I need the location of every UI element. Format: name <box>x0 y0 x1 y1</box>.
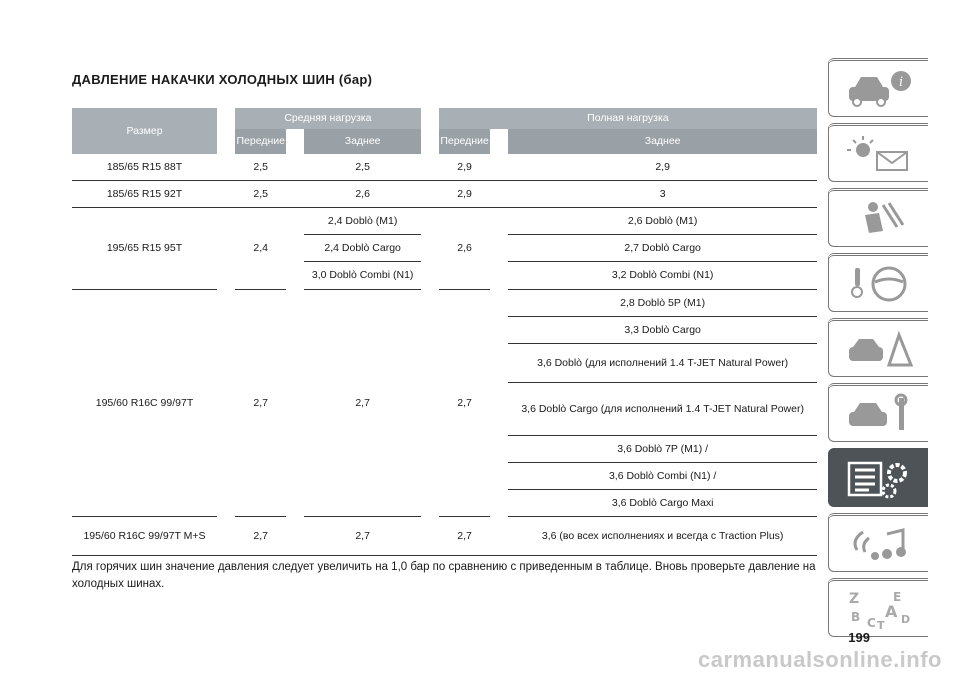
table-row <box>72 517 817 556</box>
svg-text:D: D <box>900 612 910 626</box>
svg-text:T: T <box>876 618 885 631</box>
cell-full-rear: 3,6 Doblò (для исполнений 1.4 T-JET Natural Power) <box>508 344 817 383</box>
cell-size: 195/60 R16C 99/97T M+S <box>72 517 217 556</box>
cell-full-rear: 2,7 Doblò Cargo <box>508 235 817 262</box>
cell-medium-front: 2,7 <box>235 517 286 556</box>
cell-full-rear: 3,6 Doblò Combi (N1) / <box>508 463 817 490</box>
watermark: carmanualsonline.info <box>698 647 942 672</box>
cell-full-rear: 3,6 (во всех исполнениях и всегда с Traction Plus) <box>508 517 817 556</box>
tab-index[interactable] <box>828 578 928 637</box>
cell-full-rear: 3,6 Doblò 7P (M1) / <box>508 436 817 463</box>
svg-text:E: E <box>892 589 901 604</box>
page-number: 199 <box>848 630 870 645</box>
cell-medium-front: 2,5 <box>235 154 286 181</box>
cell-size: 195/65 R15 95T <box>72 208 217 290</box>
index-icon <box>843 587 915 631</box>
cell-full-rear: 3,3 Doblò Cargo <box>508 317 817 344</box>
cell-full-front: 2,9 <box>439 181 490 208</box>
cell-full-rear: 3,6 Doblò Cargo Maxi <box>508 490 817 517</box>
cell-medium-rear: 2,7 <box>304 517 420 556</box>
table-row <box>72 208 817 235</box>
cell-medium-rear: 2,7 <box>304 290 420 517</box>
technical-data-icon <box>843 457 915 501</box>
cell-full-front: 2,6 <box>439 208 490 290</box>
tab-multimedia[interactable] <box>828 513 928 572</box>
cell-full-front: 2,7 <box>439 290 490 517</box>
header-medium-rear: Заднее <box>304 129 420 154</box>
table-row <box>72 154 817 181</box>
steering-wheel-icon <box>843 262 915 306</box>
tab-safety[interactable] <box>828 188 928 247</box>
cell-size: 185/65 R15 88T <box>72 154 217 181</box>
svg-text:C: C <box>866 615 876 630</box>
cell-full-rear: 2,9 <box>508 154 817 181</box>
table-row <box>72 290 817 317</box>
cell-medium-front: 2,5 <box>235 181 286 208</box>
tab-maintenance[interactable] <box>828 383 928 442</box>
cell-size: 185/65 R15 92T <box>72 181 217 208</box>
cell-size: 195/60 R16C 99/97T <box>72 290 217 517</box>
cell-full-rear: 3 <box>508 181 817 208</box>
car-info-icon <box>843 67 915 111</box>
header-medium-load: Средняя нагрузка <box>235 108 421 129</box>
cell-full-rear: 3,6 Doblò Cargo (для исполнений 1.4 T-JET Natural Power) <box>508 383 817 436</box>
hot-tire-note: Для горячих шин значение давления следует увеличить на 1,0 бар по сравнению с приведенным в таблице. Вновь проверьте давление на холодных шинах. <box>72 561 816 590</box>
svg-text:i: i <box>898 74 903 90</box>
header-medium-front: Передние <box>235 129 286 154</box>
svg-text:B: B <box>850 609 860 624</box>
header-full-rear: Заднее <box>508 129 817 154</box>
cell-medium-rear: 2,4 Doblò Cargo <box>304 235 420 262</box>
svg-text:Z: Z <box>848 590 859 607</box>
tab-warning-lights[interactable] <box>828 123 928 182</box>
cell-full-rear: 2,6 Doblò (M1) <box>508 208 817 235</box>
safety-airbag-icon <box>843 197 915 241</box>
tab-driving[interactable] <box>828 253 928 312</box>
header-full-load: Полная нагрузка <box>439 108 817 129</box>
cell-medium-rear: 2,6 <box>304 181 420 208</box>
tab-technical-data[interactable] <box>828 448 928 507</box>
tire-pressure-table <box>72 108 817 556</box>
cell-full-rear: 3,2 Doblò Combi (N1) <box>508 262 817 290</box>
cell-full-rear: 2,8 Doblò 5P (M1) <box>508 290 817 317</box>
table-row <box>72 181 817 208</box>
tab-car-info[interactable] <box>828 58 928 117</box>
cell-full-front: 2,9 <box>439 154 490 181</box>
multimedia-icon <box>843 522 915 566</box>
cell-medium-front: 2,7 <box>235 290 286 517</box>
cell-medium-rear: 3,0 Doblò Combi (N1) <box>304 262 420 290</box>
warning-lights-icon <box>843 132 915 176</box>
header-size: Размер <box>72 108 217 154</box>
maintenance-icon <box>843 392 915 436</box>
page-title: ДАВЛЕНИЕ НАКАЧКИ ХОЛОДНЫХ ШИН (бар) <box>72 72 373 87</box>
cell-medium-rear: 2,5 <box>304 154 420 181</box>
tab-emergency[interactable] <box>828 318 928 377</box>
svg-text:A: A <box>884 601 897 621</box>
cell-medium-rear: 2,4 Doblò (M1) <box>304 208 420 235</box>
cell-medium-front: 2,4 <box>235 208 286 290</box>
chapter-tabs <box>828 58 928 643</box>
cell-full-front: 2,7 <box>439 517 490 556</box>
emergency-icon <box>843 327 915 371</box>
header-full-front: Передние <box>439 129 490 154</box>
